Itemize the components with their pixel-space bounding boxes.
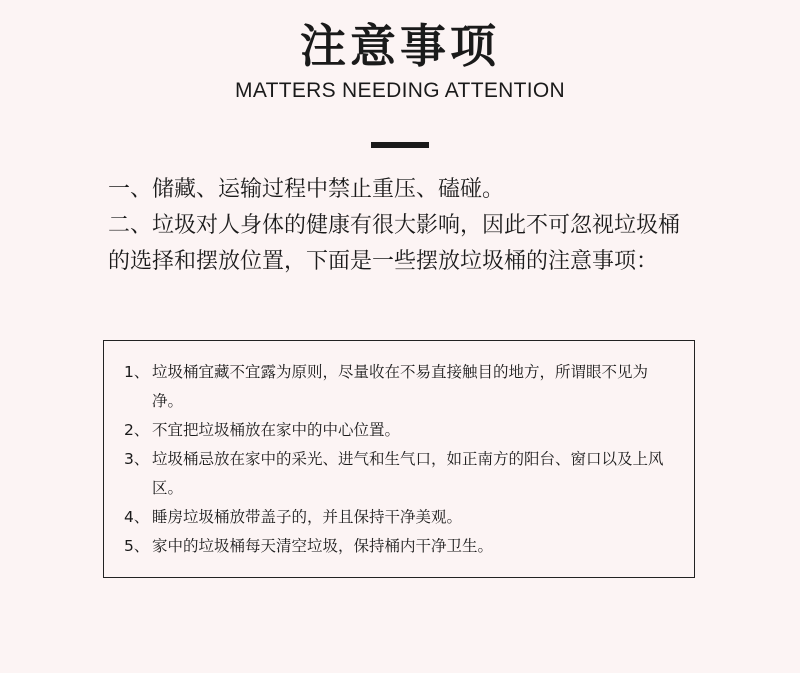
intro-paragraph-2: 二、垃圾对人身体的健康有很大影响，因此不可忽视垃圾桶的选择和摆放位置，下面是一些摆放垃圾桶的注意事项： xyxy=(108,213,681,274)
note-text: 睡房垃圾桶放带盖子的，并且保持干净美观。 xyxy=(152,508,463,526)
note-text: 不宜把垃圾桶放在家中的中心位置。 xyxy=(152,421,401,439)
note-item-3 xyxy=(124,445,674,503)
note-item-2 xyxy=(124,416,674,445)
note-text: 家中的垃圾桶每天清空垃圾，保持桶内干净卫生。 xyxy=(152,537,494,555)
notes-box xyxy=(103,340,695,578)
note-number: 4、 xyxy=(124,508,150,526)
intro-paragraph-1: 一、储藏、运输过程中禁止重压、磕碰。 xyxy=(108,177,505,202)
title-divider xyxy=(371,142,429,148)
note-number: 3、 xyxy=(124,450,150,468)
note-item-5 xyxy=(124,532,674,561)
note-number: 5、 xyxy=(124,537,150,555)
note-number: 1、 xyxy=(124,363,150,381)
note-item-1 xyxy=(124,358,674,416)
note-text: 垃圾桶忌放在家中的采光、进气和生气口，如正南方的阳台、窗口以及上风区。 xyxy=(152,450,664,497)
note-text: 垃圾桶宜藏不宜露为原则，尽量收在不易直接触目的地方，所谓眼不见为净。 xyxy=(152,363,649,410)
page-title: 注意事项 xyxy=(300,19,500,73)
page-subtitle: MATTERS NEEDING ATTENTION xyxy=(235,79,565,102)
intro-section xyxy=(108,172,698,280)
note-item-4 xyxy=(124,503,674,532)
note-number: 2、 xyxy=(124,421,150,439)
